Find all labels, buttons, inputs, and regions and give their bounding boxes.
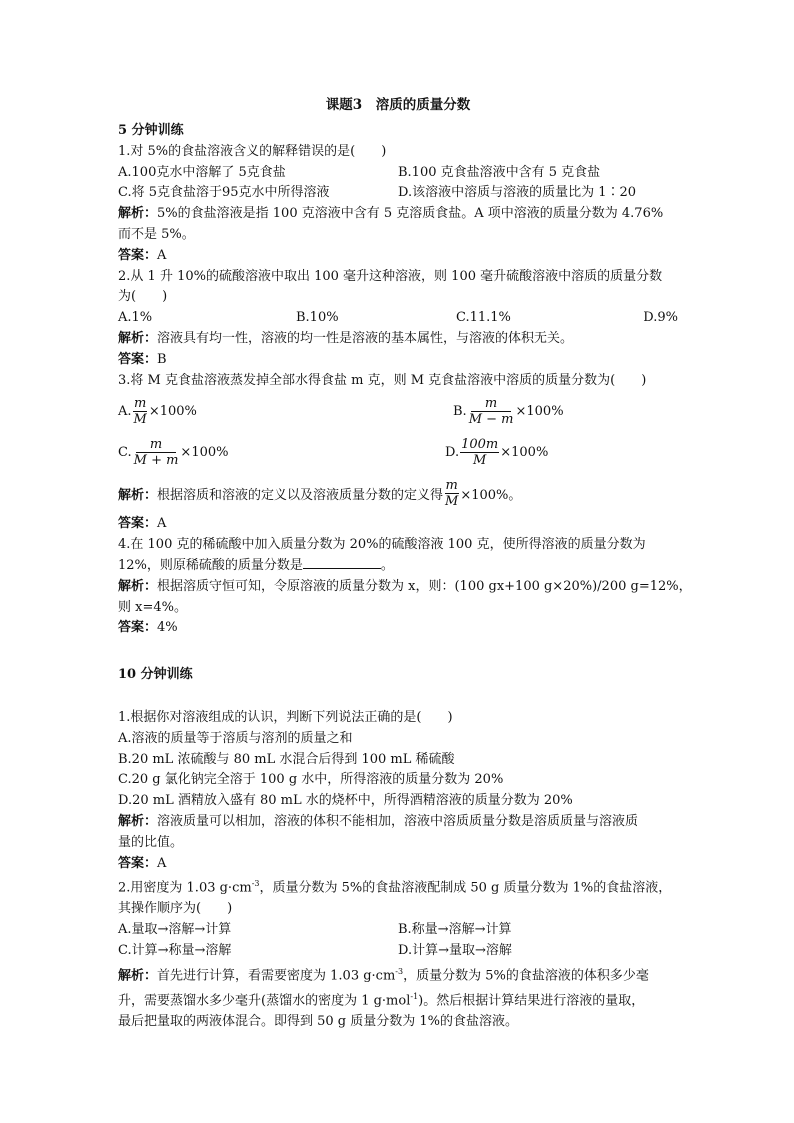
option-b: B.称量→溶解→计算: [398, 922, 512, 938]
answer-value: A: [157, 855, 167, 871]
answer: [118, 350, 678, 371]
answer-value: A: [157, 247, 167, 263]
fraction: [444, 478, 459, 509]
numerator: m: [471, 396, 511, 412]
analysis-continued: 最后把量取的两液体混合。即得到 50 g 质量分数为 1%的食盐溶液。: [118, 1014, 519, 1030]
options-row: [118, 920, 678, 941]
options-row: [118, 941, 678, 962]
option-b: B.100 克食盐溶液中含有 5 克食盐: [398, 164, 601, 180]
option-b: B.20 mL 浓硫酸与 80 mL 水混合后得到 100 mL 稀硫酸: [118, 751, 455, 767]
analysis: [118, 473, 678, 514]
option-d: [398, 437, 678, 468]
options-row: [118, 183, 678, 204]
analysis: [118, 204, 678, 225]
analysis-text: 升，需要蒸馏水多少毫升(蒸馏水的密度为 1 g·mol: [118, 993, 411, 1009]
analysis-continued: 而不是 5%。: [118, 226, 195, 242]
option-a: A.100克水中溶解了 5克食盐: [118, 164, 286, 180]
answer-label: 答案：: [118, 351, 158, 367]
numerator: m: [136, 437, 176, 453]
denominator: M + m: [133, 453, 179, 469]
analysis-text-end: ，质量分数为 5%的食盐溶液的体积多少毫: [403, 968, 649, 984]
question-stem-continued: [118, 556, 678, 577]
answer-label: 答案：: [118, 247, 158, 263]
question-10min-1: [118, 708, 678, 874]
superscript: -3: [395, 966, 404, 976]
analysis-label: 解析：: [118, 813, 158, 829]
analysis-text: 首先进行计算，看需要密度为 1.03 g·cm: [157, 968, 396, 984]
answer-blank[interactable]: [303, 556, 381, 569]
numerator: 100m: [461, 437, 499, 453]
fraction: [133, 396, 148, 427]
analysis-label: 解析：: [118, 578, 158, 594]
analysis: [118, 962, 678, 987]
question-stem: [118, 874, 678, 899]
option-a: A.1%: [118, 310, 153, 326]
option-a: [118, 396, 398, 427]
option-c: [118, 437, 398, 468]
suffix: ×100%: [180, 445, 229, 461]
suffix: ×100%: [515, 404, 564, 420]
answer: [118, 854, 678, 875]
question-stem: 3.将 M 克食盐溶液蒸发掉全部水得食盐 m 克，则 M 克食盐溶液中溶质的质量分数为( ): [118, 372, 647, 388]
option-a: A.量取→溶解→计算: [118, 922, 232, 938]
option-c: C.计算→称量→溶解: [118, 943, 232, 959]
answer-value: 4%: [157, 620, 178, 636]
answer-label: 答案：: [118, 855, 158, 871]
options-row: [118, 432, 678, 473]
option-b-prefix: B.: [453, 404, 467, 420]
denominator: M − m: [468, 412, 514, 428]
analysis-text: 溶液质量可以相加，溶液的体积不能相加，溶液中溶质质量分数是溶质质量与溶液质: [157, 813, 639, 829]
analysis-label: 解析：: [118, 206, 158, 222]
fraction: [468, 396, 515, 427]
option-d: D.9%: [643, 310, 678, 326]
answer-label: 答案：: [118, 516, 158, 532]
option-b: B.10%: [296, 310, 339, 326]
option-d-prefix: D.: [445, 445, 460, 461]
option-d: D.20 mL 酒精放入盛有 80 mL 水的烧杯中，所得酒精溶液的质量分数为 20%: [118, 793, 573, 809]
analysis-label: 解析：: [118, 968, 158, 984]
analysis: [118, 329, 678, 350]
option-c: C.将 5克食盐溶于95克水中所得溶液: [118, 185, 330, 201]
option-c: C.20 g 氯化钠完全溶于 100 g 水中，所得溶液的质量分数为 20%: [118, 772, 504, 788]
question-5min-2: [118, 267, 678, 371]
stem-end: 。: [380, 557, 394, 573]
superscript: -1: [410, 991, 419, 1001]
numerator: m: [445, 478, 458, 494]
option-c: C.11.1%: [456, 310, 511, 326]
analysis-continued: 则 x=4%。: [118, 599, 187, 615]
answer: [118, 246, 678, 267]
stem-text: 2.用密度为 1.03 g·cm: [118, 880, 252, 896]
analysis-text-end: )。然后根据计算结果进行溶液的量取，: [418, 993, 645, 1009]
question-stem-continued: 为( ): [118, 289, 168, 305]
answer: [118, 514, 678, 535]
option-c-prefix: C.: [118, 445, 132, 461]
analysis-text: 溶液具有均一性，溶液的均一性是溶液的基本属性，与溶液的体积无关。: [157, 330, 574, 346]
answer-value: A: [157, 516, 167, 532]
worksheet-page: [118, 95, 692, 1033]
question-10min-2: [118, 874, 678, 1033]
analysis: [118, 577, 692, 598]
page-title: 课题3 溶质的质量分数: [325, 97, 471, 113]
question-5min-4: [118, 535, 692, 639]
question-stem: 2.从 1 升 10%的硫酸溶液中取出 100 毫升这种溶液，则 100 毫升硫酸溶液中溶质的质量分数: [118, 268, 663, 284]
question-5min-3: [118, 371, 678, 536]
question-stem: 4.在 100 克的稀硫酸中加入质量分数为 20%的硫酸溶液 100 克，使所得溶液的质量分数为: [118, 537, 646, 553]
suffix: ×100%: [148, 404, 197, 420]
option-d: D.该溶液中溶质与溶液的质量比为 1∶20: [398, 185, 637, 201]
stem-text-end: ，质量分数为 5%的食盐溶液配制成 50 g 质量分数为 1%的食盐溶液，: [259, 880, 672, 896]
answer-label: 答案：: [118, 620, 158, 636]
analysis: [118, 812, 678, 833]
options-row: [118, 163, 678, 184]
section-heading-10min: 10 分钟训练: [118, 667, 193, 683]
option-a-prefix: A.: [118, 404, 132, 420]
question-5min-1: [118, 142, 678, 267]
answer-value: B: [157, 351, 167, 367]
analysis-label: 解析：: [118, 330, 158, 346]
options-row: [118, 391, 678, 432]
analysis-text: 根据溶质和溶液的定义以及溶液质量分数的定义得: [157, 488, 444, 504]
analysis-end: ×100%。: [460, 488, 522, 504]
option-d: D.计算→量取→溶解: [398, 943, 512, 959]
denominator: M: [473, 453, 487, 469]
numerator: m: [134, 396, 147, 412]
section-gap: [118, 686, 678, 708]
options-row: [118, 308, 678, 329]
fraction: [460, 437, 499, 468]
question-stem: 1.对 5%的食盐溶液含义的解释错误的是( ): [118, 143, 387, 159]
option-a: A.溶液的质量等于溶质与溶剂的质量之和: [118, 730, 353, 746]
analysis-text: 根据溶质守恒可知，令原溶液的质量分数为 x，则：(100 gx+100 g×20%)/200 g=12%，: [157, 578, 692, 594]
question-stem-continued: 其操作顺序为( ): [118, 901, 233, 917]
section-gap: [118, 639, 678, 665]
analysis-continued: 量的比值。: [118, 834, 184, 850]
analysis-text: 5%的食盐溶液是指 100 克溶液中含有 5 克溶质食盐。A 项中溶液的质量分数为 4.76%: [157, 206, 664, 222]
denominator: M: [133, 412, 147, 428]
analysis-label: 解析：: [118, 488, 158, 504]
option-b: [398, 396, 678, 427]
superscript: -3: [251, 879, 260, 889]
stem-text: 12%，则原稀硫酸的质量分数是: [118, 557, 303, 573]
suffix: ×100%: [500, 445, 549, 461]
answer: [118, 618, 678, 639]
analysis-continued: [118, 987, 678, 1012]
denominator: M: [445, 494, 459, 510]
question-stem: 1.根据你对溶液组成的认识，判断下列说法正确的是( ): [118, 709, 453, 725]
fraction: [133, 437, 180, 468]
section-heading-5min: 5 分钟训练: [118, 123, 184, 138]
